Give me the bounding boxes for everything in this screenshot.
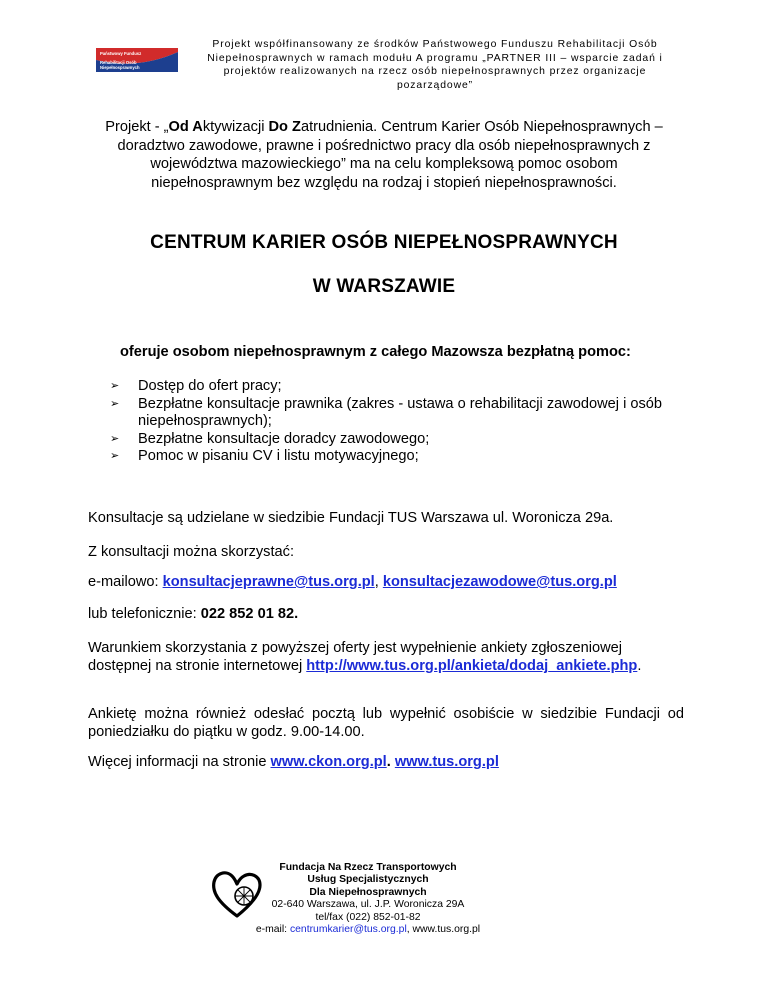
logo-line-2: Rehabilitacji Osób [100, 60, 137, 65]
survey-link[interactable]: http://www.tus.org.pl/ankieta/dodaj_ankiete.php [306, 657, 638, 674]
funding-note: Projekt współfinansowany ze środków Państwowego Funduszu Rehabilitacji Osób Niepełnosprawnych w ramach modułu A programu „PARTNER III – wsparcie zadań i projektów realizowanych na rzecz osób niepełnosprawnych przez organizacje pozarządowe” [207, 39, 663, 91]
footer-email-link[interactable]: centrumkarier@tus.org.pl [289, 924, 407, 936]
main-subtitle: W WARSZAWIE [312, 276, 456, 297]
list-item [110, 396, 680, 431]
condition-text: Warunkiem skorzystania z powyższej oferty jest wypełnienie ankiety zgłoszeniowej dostępnej na stronie internetowej [88, 640, 622, 674]
list-item-text: Dostęp do ofert pracy; [138, 378, 282, 394]
footer-name-2: Usług Specjalistycznych [307, 874, 429, 886]
condition-paragraph [88, 640, 684, 676]
phone-number: 022 852 01 82. [200, 606, 299, 622]
offer-heading: oferuje osobom niepełnosprawnym z całego Mazowsza bezpłatną pomoc: [120, 344, 631, 360]
logo-line-1: Państwowy Fundusz [100, 51, 142, 56]
intro-prefix: Projekt - „ [105, 119, 169, 135]
more-info-line [88, 754, 684, 772]
footer-address: 02-640 Warszawa, ul. J.P. Woronicza 29A [271, 899, 465, 911]
phone-line [88, 606, 684, 624]
footer-telfax: tel/fax (022) 852-01-82 [315, 911, 421, 923]
intro-bold-1: Od A [168, 119, 203, 135]
list-item [110, 431, 680, 449]
footer-name-1: Fundacja Na Rzecz Transportowych [279, 862, 457, 873]
footer-name-3: Dla Niepełnosprawnych [309, 886, 427, 898]
intro-text-1: ktywizacji [202, 119, 269, 135]
site-separator: . [386, 754, 395, 770]
phone-label: lub telefonicznie: [88, 606, 201, 622]
project-intro [88, 118, 680, 192]
footer-separator: , [406, 924, 413, 936]
arrow-bullet-icon: ➢ [110, 397, 120, 410]
arrow-bullet-icon: ➢ [110, 380, 120, 392]
site-link-tus[interactable]: www.tus.org.pl [394, 754, 499, 770]
more-info-label: Więcej informacji na stronie [88, 754, 271, 770]
email-link-career[interactable]: konsultacjezawodowe@tus.org.pl [382, 574, 617, 590]
footer-web: www.tus.org.pl [412, 924, 481, 936]
footer-email-line [238, 924, 498, 936]
logo-line-3: Niepełnosprawnych [100, 65, 140, 70]
email-link-legal[interactable]: konsultacjeprawne@tus.org.pl [162, 574, 375, 590]
condition-end: . [637, 657, 642, 674]
email-separator: , [374, 574, 383, 590]
list-item [110, 448, 680, 466]
mail-note: Ankietę można również odesłać pocztą lub wypełnić osobiście w siedzibie Fundacji od poniedziałku do piątku w godz. 9.00-14.00. [88, 706, 684, 740]
consult-location: Konsultacje są udzielane w siedzibie Fundacji TUS Warszawa ul. Woronicza 29a. [88, 510, 614, 526]
arrow-bullet-icon: ➢ [110, 432, 120, 445]
list-item-text: Bezpłatne konsultacje doradcy zawodowego; [138, 430, 430, 447]
pfron-logo [92, 44, 182, 74]
consult-intro: Z konsultacji można skorzystać: [88, 544, 295, 560]
services-list [110, 378, 680, 466]
email-label: e-mailowo: [88, 574, 163, 590]
footer-email-label: e-mail: [255, 924, 290, 936]
site-link-ckon[interactable]: www.ckon.org.pl [270, 754, 387, 770]
email-line [88, 574, 684, 592]
list-item [110, 378, 680, 396]
intro-text-2: atrudnienia. Centrum Karier Osób Niepełnosprawnych – doradztwo zawodowe, prawne i pośrednictwo pracy dla osób niepełnosprawnych z województwa mazowieckiego” ma na celu kompleksową pomoc osobom niepełnosprawnym bez względu na rodzaj i stopień niepełnosprawności. [117, 119, 663, 191]
main-title: CENTRUM KARIER OSÓB NIEPEŁNOSPRAWNYCH [150, 232, 618, 253]
arrow-bullet-icon: ➢ [110, 450, 120, 463]
intro-bold-2: Do Z [268, 119, 301, 135]
list-item-text: Bezpłatne konsultacje prawnika (zakres - ustawa o rehabilitacji zawodowej i osób niepełnosprawnych); [138, 395, 663, 430]
footer-contact [238, 862, 498, 936]
list-item-text: Pomoc w pisaniu CV i listu motywacyjnego; [138, 448, 419, 465]
